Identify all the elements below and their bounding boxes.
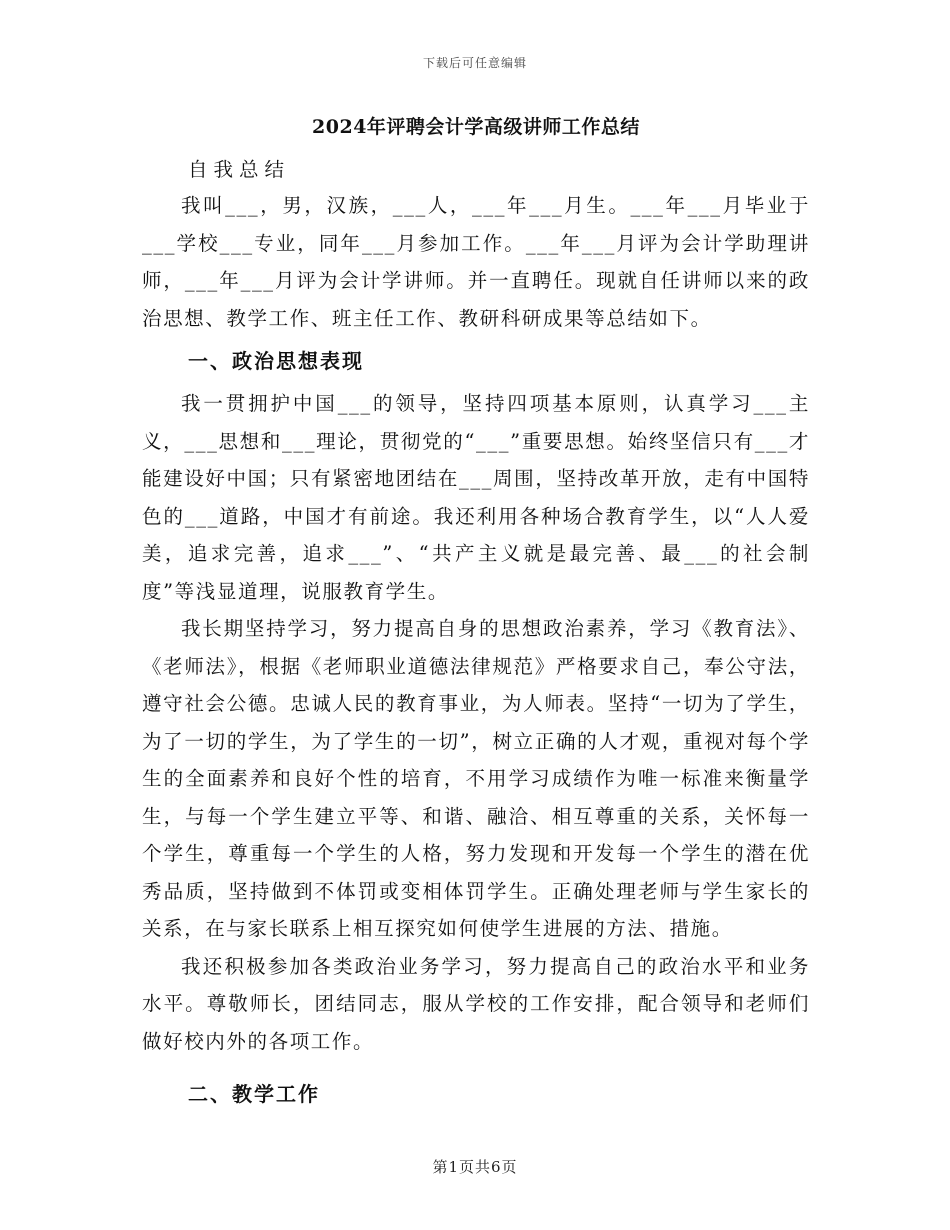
section-heading-teaching: 二、教学工作 <box>188 1082 320 1106</box>
politics-paragraph-2: 我长期坚持学习，努力提高自身的思想政治素养，学习《教育法》、《老师法》，根据《老师职业道德法律规范》严格要求自己，奉公守法，遵守社会公德。忠诚人民的教育事业，为人师表。坚持“一切为了学生，为了一切的学生，为了学生的一切”，树立正确的人才观，重视对每个学生的全面素养和良好个性的培育，不用学习成绩作为唯一标准来衡量学生，与每一个学生建立平等、和谐、融洽、相互尊重的关系，关怀每一个学生，尊重每一个学生的人格，努力发现和开发每一个学生的潜在优秀品质，坚持做到不体罚或变相体罚学生。正确处理老师与学生家长的关系，在与家长联系上相互探究如何使学生进展的方法、措施。 <box>142 617 810 940</box>
section-heading-politics: 一、政治思想表现 <box>188 349 364 373</box>
document-title: 2024年评聘会计学高级讲师工作总结 <box>312 116 640 138</box>
intro-paragraph: 我叫___，男，汉族，___人，___年___月生。___年___月毕业于___学校___专业，同年___月参加工作。___年___月评为会计学助理讲师，___年___月评为会计学讲师。并一直聘任。现就自任讲师以来的政治思想、教学工作、班主任工作、教研科研成果等总结如下。 <box>142 194 810 330</box>
politics-paragraph-3: 我还积极参加各类政治业务学习，努力提高自己的政治水平和业务水平。尊敬师长，团结同志，服从学校的工作安排，配合领导和老师们做好校内外的各项工作。 <box>142 954 810 1053</box>
document-subtitle: 自我总结 <box>188 158 291 181</box>
document-body <box>142 112 810 1118</box>
page-header-note: 下载后可任意编辑 <box>422 56 527 70</box>
page-number-footer: 第1页共6页 <box>432 1158 518 1176</box>
politics-paragraph-1: 我一贯拥护中国___的领导，坚持四项基本原则，认真学习___主义，___思想和___理论，贯彻党的“___”重要思想。始终坚信只有___才能建设好中国；只有紧密地团结在___周围，坚持改革开放，走有中国特色的___道路，中国才有前途。我还利用各种场合教育学生，以“人人爱美，追求完善，追求___”、“共产主义就是最完善、最___的社会制度”等浅显道理，说服教育学生。 <box>142 392 810 603</box>
